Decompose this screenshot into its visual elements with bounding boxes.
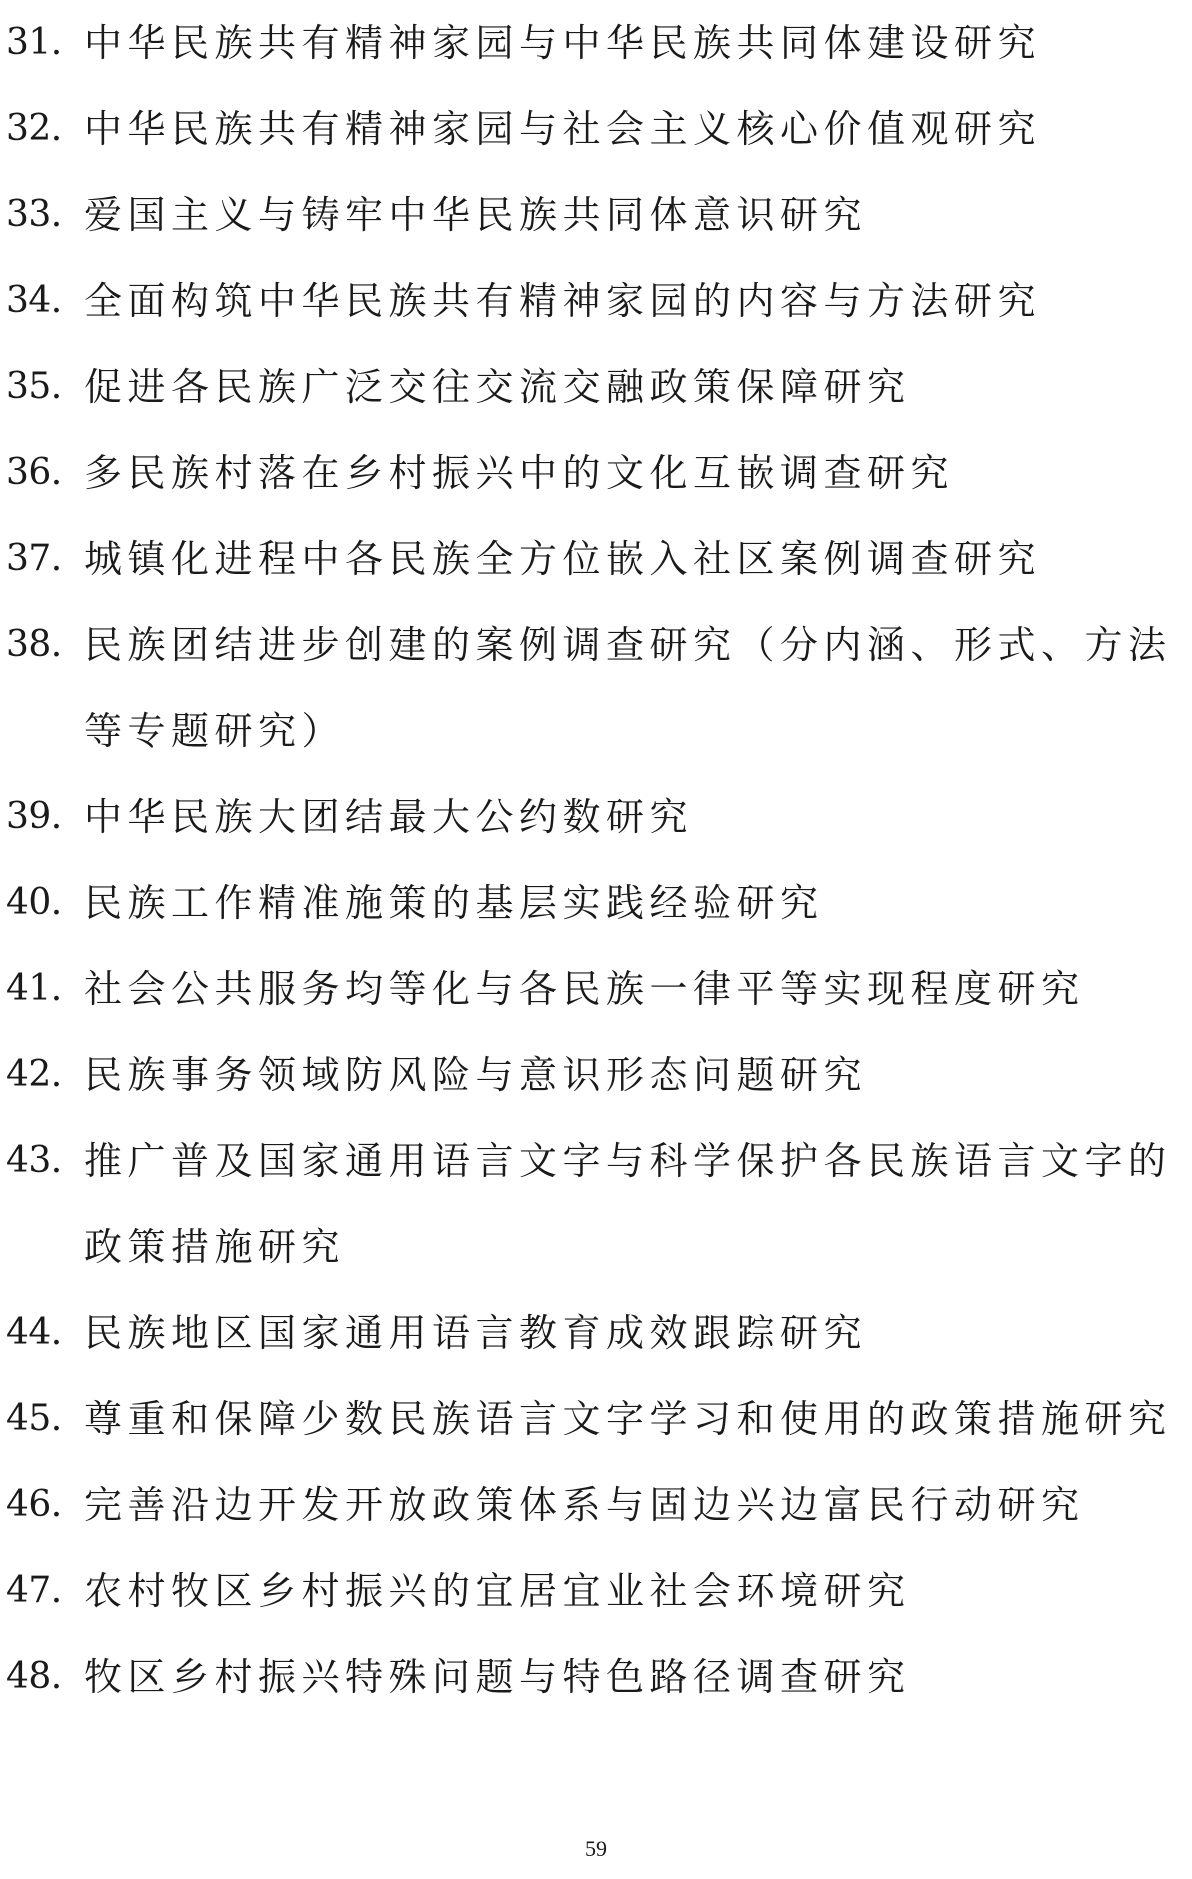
item-text: 多民族村落在乡村振兴中的文化互嵌调查研究 bbox=[84, 451, 955, 495]
item-text: 完善沿边开发开放政策体系与固边兴边富民行动研究 bbox=[84, 1483, 1085, 1527]
item-text: 促进各民族广泛交往交流交融政策保障研究 bbox=[84, 365, 911, 409]
item-number: 38. bbox=[6, 624, 62, 665]
list-item bbox=[0, 774, 1192, 860]
item-text: 民族地区国家通用语言教育成效跟踪研究 bbox=[84, 1311, 868, 1355]
list-item bbox=[0, 86, 1192, 172]
item-text: 推广普及国家通用语言文字与科学保护各民族语言文字的政策措施研究 bbox=[84, 1139, 1172, 1269]
item-number: 45. bbox=[6, 1398, 62, 1439]
item-text: 社会公共服务均等化与各民族一律平等实现程度研究 bbox=[84, 967, 1085, 1011]
item-number: 41. bbox=[6, 968, 62, 1009]
item-text: 民族工作精准施策的基层实践经验研究 bbox=[84, 881, 824, 925]
item-text: 中华民族共有精神家园与社会主义核心价值观研究 bbox=[84, 107, 1042, 151]
list-item bbox=[0, 172, 1192, 258]
list-item bbox=[0, 1290, 1192, 1376]
list-item bbox=[0, 602, 1192, 774]
list-item bbox=[0, 1634, 1192, 1720]
list-item bbox=[0, 1376, 1192, 1462]
item-text: 尊重和保障少数民族语言文字学习和使用的政策措施研究 bbox=[84, 1397, 1172, 1441]
item-text: 全面构筑中华民族共有精神家园的内容与方法研究 bbox=[84, 279, 1042, 323]
item-number: 42. bbox=[6, 1054, 62, 1095]
item-number: 47. bbox=[6, 1570, 62, 1611]
item-number: 40. bbox=[6, 882, 62, 923]
item-number: 44. bbox=[6, 1312, 62, 1353]
list-item bbox=[0, 1462, 1192, 1548]
page-number: 59 bbox=[585, 1836, 607, 1861]
item-text: 民族事务领域防风险与意识形态问题研究 bbox=[84, 1053, 868, 1097]
list-item bbox=[0, 258, 1192, 344]
item-number: 36. bbox=[6, 452, 62, 493]
item-number: 35. bbox=[6, 366, 62, 407]
item-number: 37. bbox=[6, 538, 62, 579]
list-item bbox=[0, 0, 1192, 86]
item-text: 中华民族大团结最大公约数研究 bbox=[84, 795, 694, 839]
item-number: 39. bbox=[6, 796, 62, 837]
list-item bbox=[0, 1032, 1192, 1118]
list-item bbox=[0, 344, 1192, 430]
list-item bbox=[0, 946, 1192, 1032]
item-text: 爱国主义与铸牢中华民族共同体意识研究 bbox=[84, 193, 868, 237]
item-number: 48. bbox=[6, 1656, 62, 1697]
item-text: 民族团结进步创建的案例调查研究（分内涵、形式、方法等专题研究） bbox=[84, 623, 1172, 753]
list-item bbox=[0, 860, 1192, 946]
item-text: 农村牧区乡村振兴的宜居宜业社会环境研究 bbox=[84, 1569, 911, 1613]
list-item bbox=[0, 430, 1192, 516]
list-item bbox=[0, 1548, 1192, 1634]
item-number: 46. bbox=[6, 1484, 62, 1525]
item-number: 32. bbox=[6, 108, 62, 149]
item-number: 34. bbox=[6, 280, 62, 321]
item-number: 33. bbox=[6, 194, 62, 235]
item-number: 43. bbox=[6, 1140, 62, 1181]
list-item bbox=[0, 516, 1192, 602]
list-item bbox=[0, 1118, 1192, 1290]
item-text: 牧区乡村振兴特殊问题与特色路径调查研究 bbox=[84, 1655, 911, 1699]
item-text: 中华民族共有精神家园与中华民族共同体建设研究 bbox=[84, 21, 1042, 65]
item-number: 31. bbox=[6, 22, 62, 63]
item-text: 城镇化进程中各民族全方位嵌入社区案例调查研究 bbox=[84, 537, 1042, 581]
